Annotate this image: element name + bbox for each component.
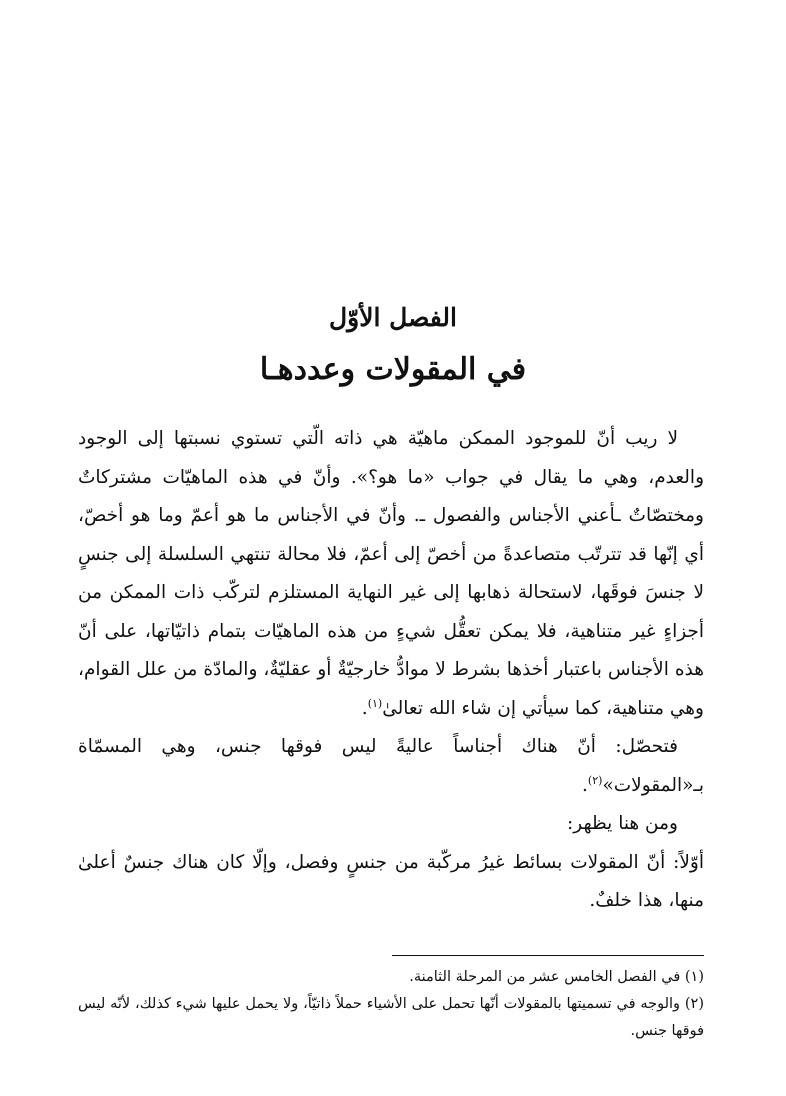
- paragraph-1-end: .: [361, 697, 368, 719]
- paragraph-2-end: .: [582, 774, 588, 796]
- paragraph-4-lead: أوّلاً:: [673, 851, 704, 873]
- paragraph-2-text: فتحصّل: أنّ هناك أجناساً عاليةً ليس فوقها جنس، وهي المسمّاة بـ«المقولات»: [78, 736, 704, 796]
- chapter-title: في المقولات وعددهـا: [259, 352, 527, 387]
- paragraph-3: ومن هنا يظهر:: [567, 813, 678, 834]
- footnote-2-text: والوجه في تسميتها بالمقولات أنّها تحمل على الأشياء حملاً ذاتيّاً، ولا يحمل عليها شيء كذلك، لأنّه ليس فوقها جنس.: [78, 996, 704, 1039]
- footnotes: [78, 964, 704, 1045]
- footnote-divider: [392, 955, 704, 956]
- paragraph-2: [78, 728, 704, 805]
- paragraph-4-text: أنّ المقولات بسائط غيرُ مركّبة من جنسٍ وفصل، وإلّا كان هناك جنسٌ أعلىٰ منها، هذا خلفٌ.: [78, 851, 704, 911]
- paragraph-4: [78, 844, 704, 921]
- footnote-2-number: (٢): [684, 996, 704, 1012]
- paragraph-1-text: لا ريب أنّ للموجود الممكن ماهيّة هي ذاته الّتي تستوي نسبتها إلى الوجود والعدم، وهي ما يقال في جواب «ما هو؟». وأنّ في هذه الماهيّات مشتركاتٌ ومختصّاتٌ ـأعني الأجناس والفصول ـ. وأنّ في الأجناس ما هو أعمّ وما هو أخصّ، أي إنّها قد تترتّب متصاعدةً من أخصّ إلى أعمّ، فلا محالة تنتهي السلسلة إلى جنسٍ لا جنسَ فوقَها، لاستحالة ذهابها إلى غير النهاية المستلزم لتركّب ذات الممكن من أجزاءٍ غير متناهية، فلا يمكن تعقُّل شيءٍ من هذه الماهيّات بتمام ذاتيّاتها، على أنّ هذه الأجناس باعتبار أخذها بشرط لا موادُّ خارجيّةٌ أو عقليّةٌ، والمادّة من علل القوام، وهي متناهية، كما سيأتي إن شاء الله تعالىٰ: [78, 428, 704, 719]
- chapter-label: الفصل الأوّل: [329, 303, 457, 332]
- footnote-ref-2: (٢): [587, 773, 603, 787]
- footnote-1: [78, 964, 704, 991]
- footnote-1-number: (١): [684, 969, 704, 985]
- paragraph-1: [78, 420, 704, 728]
- footnote-2: [78, 991, 704, 1045]
- body-text: [78, 420, 704, 921]
- footnote-ref-1: (١): [367, 696, 383, 710]
- footnote-1-text: في الفصل الخامس عشر من المرحلة الثامنة.: [409, 969, 681, 985]
